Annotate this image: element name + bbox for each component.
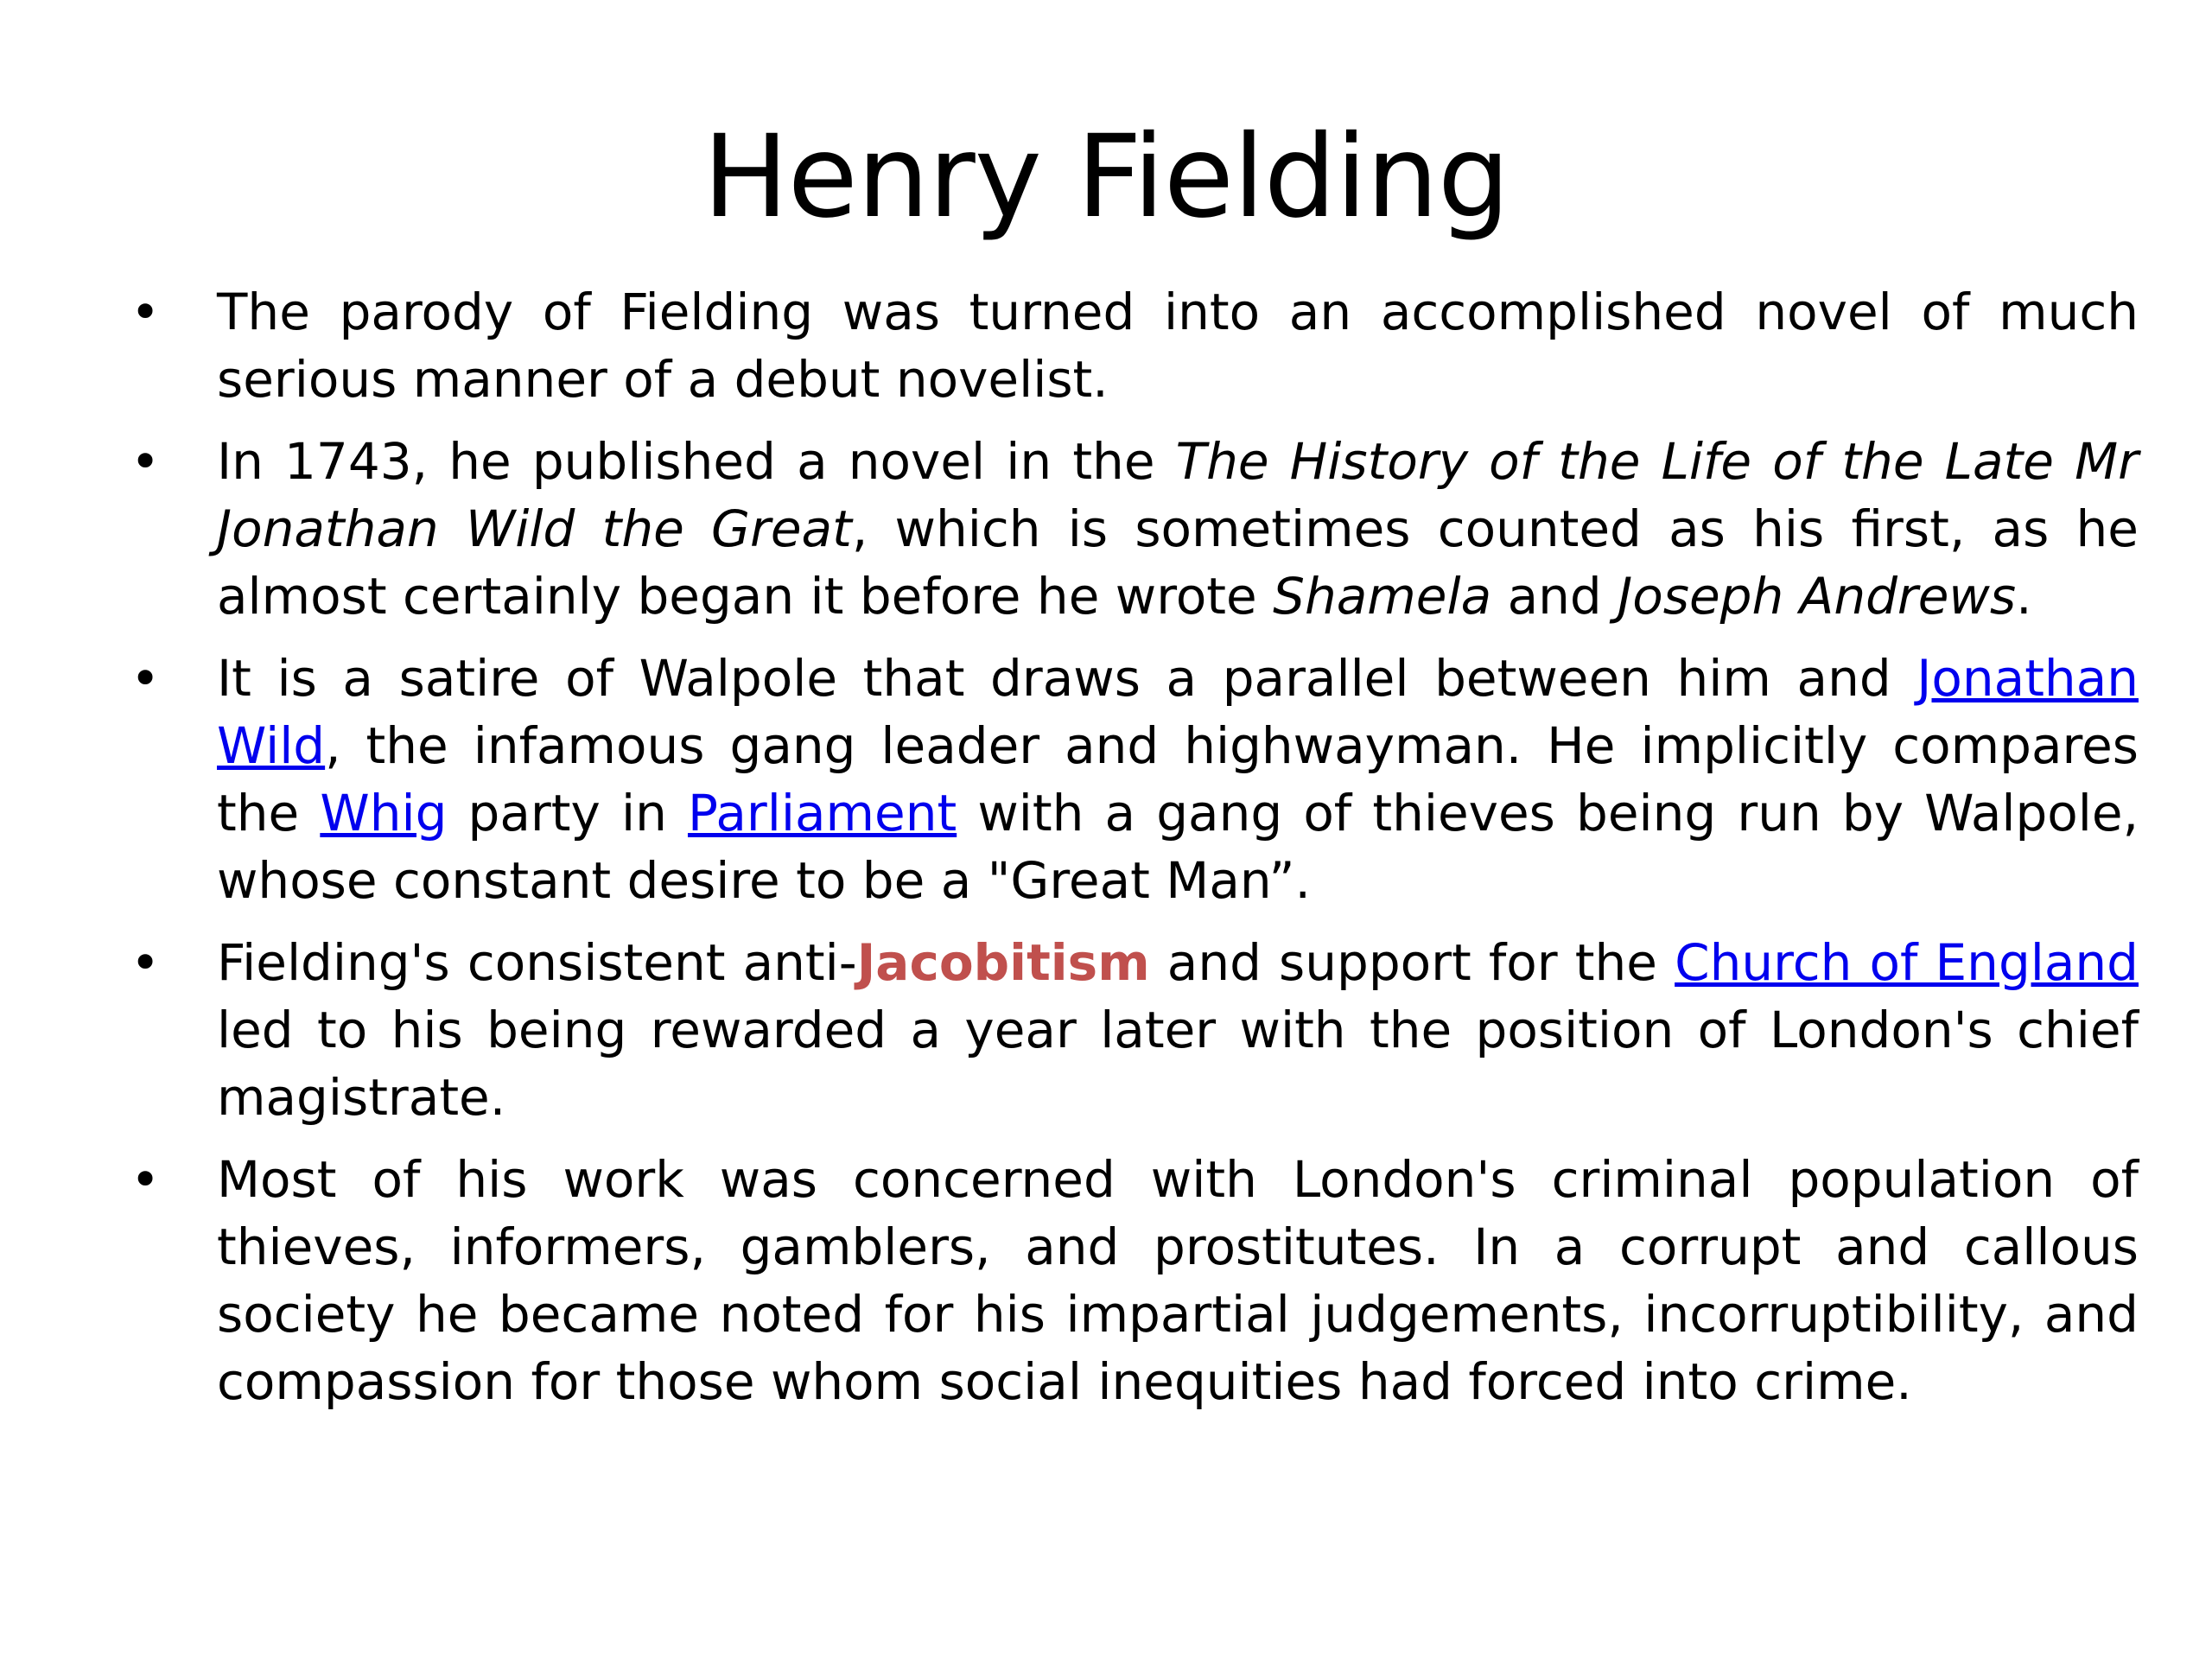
- text-run: Most of his work was concerned with London's criminal population of thieves, informers, gamblers, and prostitutes. In a corrupt and callous society he became noted for his impartial judgements, incorruptibility, and compassion for those whom social inequities had forced into crime.: [217, 1150, 2139, 1411]
- bullet-item-parody: [125, 278, 2139, 413]
- slide-title: Henry Fielding: [702, 111, 1510, 244]
- link-whig[interactable]: Whig: [320, 784, 448, 842]
- text-run: Fielding's consistent anti-: [217, 933, 857, 992]
- bullet-dot-icon: •: [130, 649, 161, 708]
- bullet-text: [217, 929, 2139, 1131]
- text-run: The parody of Fielding was turned into an accomplished novel of much serious manner of a debut novelist.: [217, 283, 2139, 409]
- text-run: .: [2016, 567, 2032, 626]
- text-run: led to his being rewarded a year later with the position of London's chief magistrate.: [217, 1001, 2139, 1127]
- link-church-of-england[interactable]: Church of England: [1675, 933, 2139, 992]
- text-run: In 1743, he published a novel in the: [217, 432, 1176, 491]
- bullet-dot-icon: •: [130, 432, 161, 491]
- bullet-dot-icon: •: [130, 933, 161, 992]
- bullet-item-criminal-population: [125, 1146, 2139, 1415]
- text-run: It is a satire of Walpole that draws a parallel between him and: [217, 649, 1917, 708]
- bullet-list: [125, 278, 2139, 1430]
- bullet-dot-icon: •: [130, 1150, 161, 1209]
- highlight-jacobitism: Jacobitism: [856, 933, 1150, 992]
- bullet-dot-icon: •: [130, 283, 161, 341]
- bullet-item-walpole-satire: [125, 645, 2139, 914]
- bullet-text: [217, 645, 2139, 914]
- link-jonathan-wild[interactable]: Jonathan Wild: [217, 649, 2139, 775]
- bullet-text: [217, 278, 2139, 413]
- bullet-item-anti-jacobitism: [125, 929, 2139, 1131]
- text-run: and support for the: [1149, 933, 1675, 992]
- bullet-text: [217, 428, 2139, 630]
- text-run: party in: [447, 784, 688, 842]
- bullet-text: [217, 1146, 2139, 1415]
- text-run: and: [1491, 567, 1618, 626]
- link-parliament[interactable]: Parliament: [687, 784, 957, 842]
- text-run: with a gang of thieves being run by Walpole, whose constant desire to be a "Great Man”.: [217, 784, 2139, 910]
- book-title-jonathan-wild: The History of the Life of the Late Mr Jonathan Wild the Great: [217, 432, 2139, 558]
- book-title-joseph-andrews: Joseph Andrews: [1618, 567, 2017, 626]
- book-title-shamela: Shamela: [1273, 567, 1492, 626]
- bullet-item-jonathan-wild-novel: [125, 428, 2139, 630]
- text-run: , which is sometimes counted as his first, as he almost certainly began it before he wrote: [217, 499, 2139, 626]
- text-run: , the infamous gang leader and highwayman. He implicitly compares the: [217, 716, 2139, 842]
